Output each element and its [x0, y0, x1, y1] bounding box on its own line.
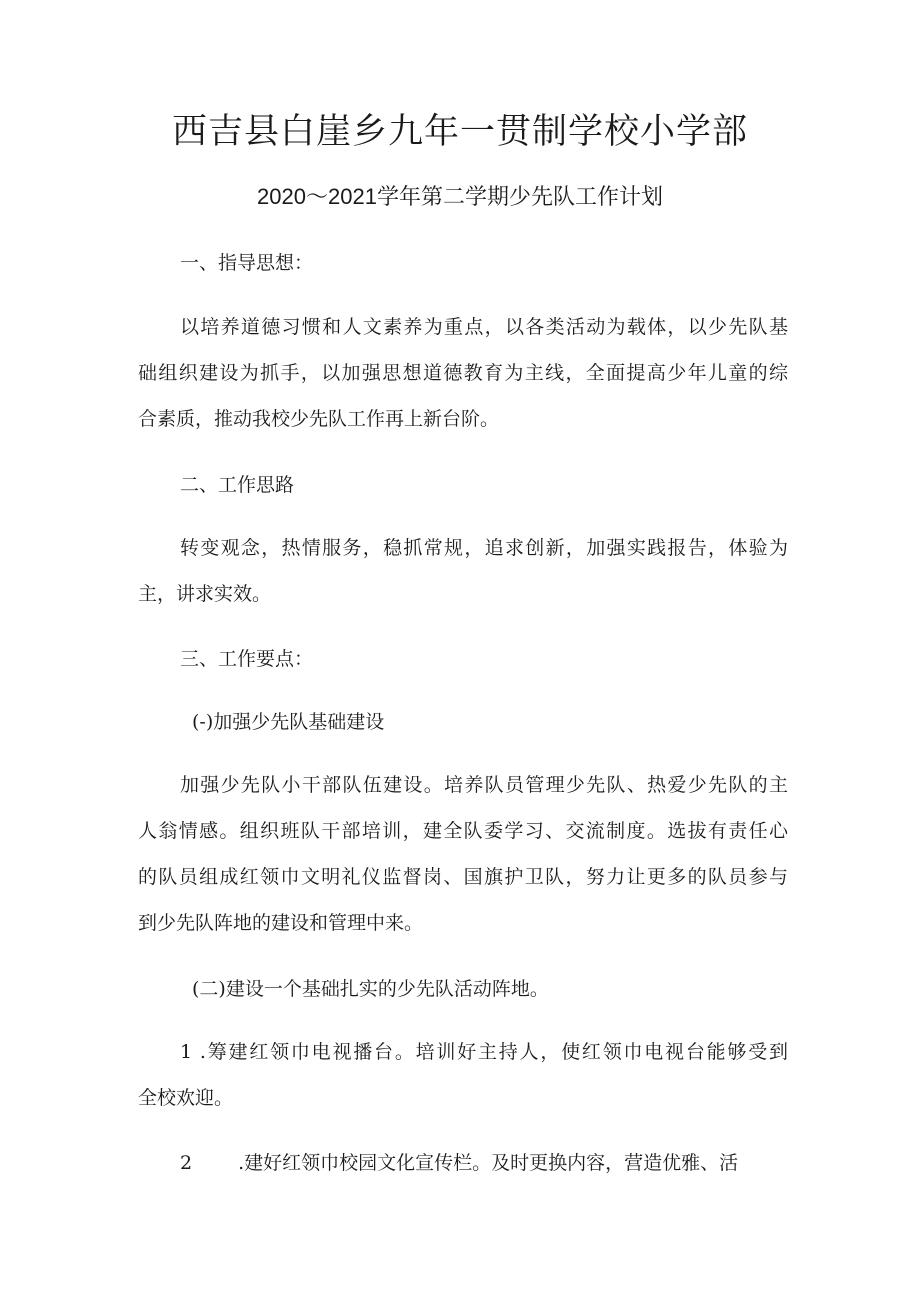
- paragraph-line: 合素质，推动我校少先队工作再上新台阶。: [138, 408, 500, 430]
- paragraph-line: 转变观念，热情服务，稳抓常规，追求创新，加强实践报告，体验为: [180, 537, 788, 559]
- paragraph-line: 到少先队阵地的建设和管理中来。: [138, 912, 424, 934]
- paragraph-line: 人翁情感。组织班队干部培训，建全队委学习、交流制度。选拔有责任心: [138, 820, 788, 842]
- document-title: 西吉县白崖乡九年一贯制学校小学部: [171, 112, 748, 152]
- subtitle-text: 学年第二学期少先队工作计划: [376, 185, 663, 210]
- list-item-number: 2: [180, 1152, 193, 1174]
- section-heading-work-points: 三、工作要点：: [180, 648, 314, 670]
- section-heading-work-approach: 二、工作思路: [180, 474, 295, 496]
- list-item-line: [180, 1148, 788, 1178]
- paragraph-line: 加强少先队小干部队伍建设。培养队员管理少先队、热爱少先队的主: [180, 774, 788, 796]
- list-item-line: 1 .筹建红领巾电视播台。培训好主持人，使红领巾电视台能够受到: [180, 1041, 788, 1063]
- list-item-line: 全校欢迎。: [138, 1087, 234, 1109]
- paragraph-line: 的队员组成红领巾文明礼仪监督岗、国旗护卫队，努力让更多的队员参与: [138, 866, 788, 888]
- paragraph-line: 主，讲求实效。: [138, 583, 272, 605]
- document-subtitle: [0, 180, 920, 215]
- subtitle-years: 2020～2021: [257, 184, 377, 209]
- paragraph-line: 础组织建设为抓手，以加强思想道德教育为主线，全面提高少年儿童的综: [138, 362, 788, 384]
- section-heading-guiding-thought: 一、指导思想：: [180, 252, 314, 274]
- subsection-heading: (二)建设一个基础扎实的少先队活动阵地。: [192, 978, 549, 1000]
- paragraph-line: 以培养道德习惯和人文素养为重点，以各类活动为载体，以少先队基: [180, 316, 788, 338]
- list-item-text: .建好红领巾校园文化宣传栏。及时更换内容，营造优雅、活: [238, 1152, 739, 1174]
- subsection-heading: (-)加强少先队基础建设: [192, 711, 385, 733]
